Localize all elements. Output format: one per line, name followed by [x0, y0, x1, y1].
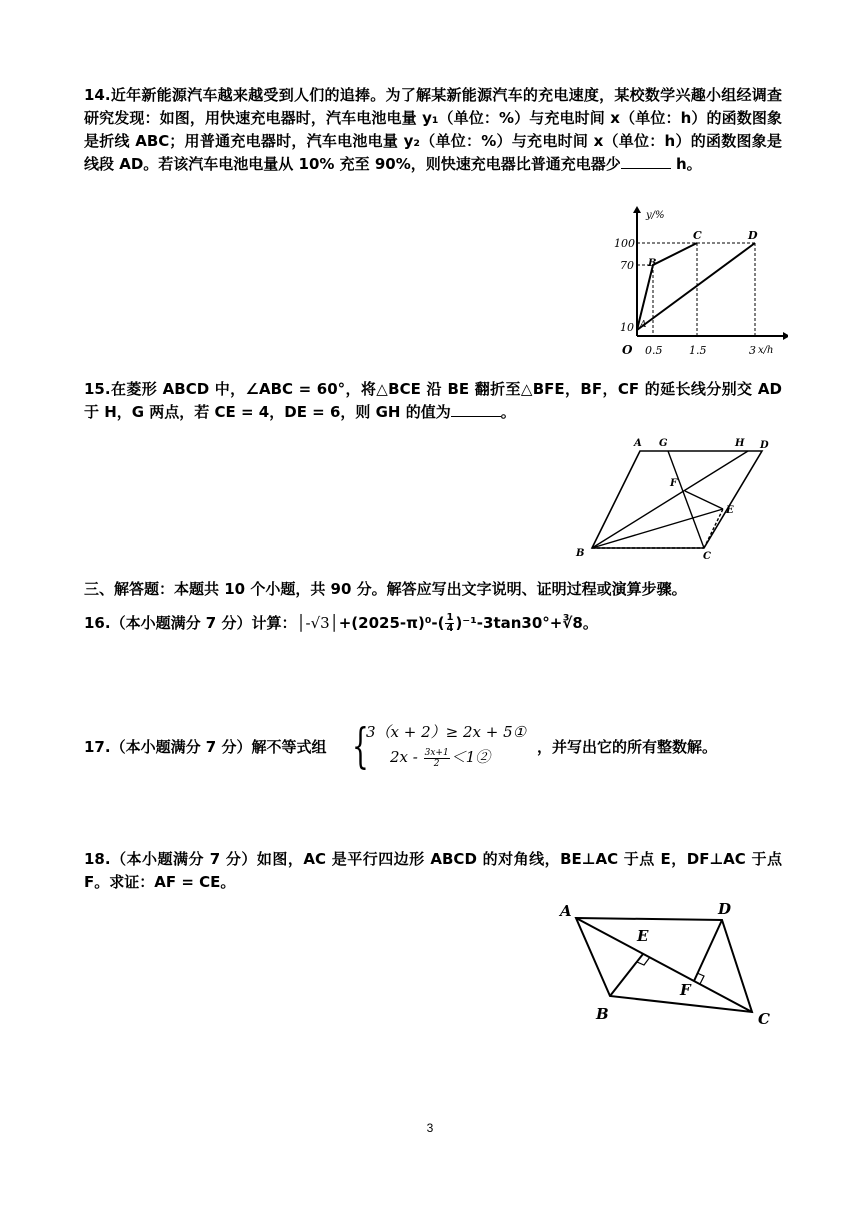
- rhombus-point-H: H: [735, 438, 745, 449]
- answer-blank-15[interactable]: [451, 402, 501, 417]
- question-18: [84, 848, 782, 894]
- y-tick-100: 100: [614, 237, 635, 250]
- question-17-suffix: ，并写出它的所有整数解。: [537, 738, 718, 756]
- point-D-label: D: [748, 229, 758, 242]
- rhombus-point-D: D: [760, 440, 769, 451]
- point-B-label: B: [648, 258, 657, 269]
- fraction-one-quarter: $\frac{1}{4}$: [446, 612, 454, 634]
- normal-charge-line-AD: [637, 243, 755, 330]
- para-point-B: B: [596, 1005, 609, 1023]
- question-14-tail: h。: [670, 155, 702, 173]
- page-number: 3: [426, 1121, 434, 1135]
- x-tick-1.5: 1.5: [689, 344, 707, 357]
- x-axis-arrow: [783, 332, 788, 340]
- question-14-text: 14.近年新能源汽车越来越受到人们的追捧。为了解某新能源汽车的充电速度，某校数学兴趣小组经调查研究发现：如图，用快速充电器时，汽车电池电量 y₁（单位：%）与充电时间 x（单位：h）的函数图象是折线 ABC；用普通充电器时，汽车电池电量 y₂（单位：%）与充电时间 x（单位：h）的函数图象是线段 AD。若该汽车电池电量从 10% 充至 90%，则快速充电器比普通充电器少: [84, 86, 782, 173]
- fast-charge-line-ABC: [637, 243, 697, 330]
- question-18-text: 18.（本小题满分 7 分）如图，AC 是平行四边形 ABCD 的对角线，BE⊥AC 于点 E，DF⊥AC 于点 F。求证：AF = CE。: [84, 850, 782, 891]
- inequality-2: 2x - $\frac{3x+1}{2}$ ＜1②: [390, 747, 491, 769]
- section-3-text: 三、解答题：本题共 10 个小题，共 90 分。解答应写出文字说明、证明过程或演算步骤。: [84, 580, 687, 598]
- y-axis-arrow: [633, 206, 641, 213]
- system-brace: {: [352, 718, 369, 774]
- inequality-1: 3（x + 2）≥ 2x + 5①: [366, 723, 527, 741]
- y-tick-70: 70: [620, 259, 634, 272]
- para-point-F: F: [680, 981, 691, 999]
- rhombus-point-F: F: [670, 478, 678, 489]
- question-17-prefix: 17.（本小题满分 7 分）解不等式组: [84, 738, 327, 756]
- rhombus-point-G: G: [659, 438, 668, 449]
- y-tick-10: 10: [620, 321, 634, 334]
- segment-BE: [610, 954, 643, 996]
- x-axis-label: x/h: [758, 345, 774, 356]
- question-16-prefix: 16.（本小题满分 7 分）计算：: [84, 614, 297, 632]
- x-tick-0.5: 0.5: [645, 344, 663, 357]
- rhombus-point-C: C: [703, 551, 711, 562]
- rhombus-ABCD: [592, 451, 762, 548]
- rhombus-point-E: E: [726, 505, 734, 516]
- segment-DF: [694, 920, 722, 981]
- question-15-text: 15.在菱形 ABCD 中，∠ABC = 60°，将△BCE 沿 BE 翻折至△BFE，BF，CF 的延长线分别交 AD 于 H，G 两点，若 CE = 4，DE = 6，则 GH 的值为: [84, 380, 782, 421]
- rhombus-point-B: B: [576, 548, 585, 559]
- rhombus-figure: [572, 434, 782, 564]
- section-3-heading: [84, 578, 784, 601]
- rhombus-point-A: A: [634, 438, 642, 449]
- origin-label: O: [622, 343, 633, 357]
- answer-blank-14[interactable]: [621, 154, 671, 169]
- point-A-label: A: [640, 320, 647, 330]
- abs-sqrt3: │-√3│: [296, 614, 339, 632]
- fraction-3x-plus-1-over-2: $\frac{3x+1}{2}$: [424, 747, 449, 769]
- para-point-D: D: [718, 900, 732, 918]
- para-point-A: A: [560, 902, 572, 920]
- para-point-E: E: [637, 927, 649, 945]
- parallelogram-figure: [552, 896, 782, 1031]
- question-17-suffix-wrap: [537, 736, 797, 759]
- x-tick-3: 3: [749, 344, 756, 357]
- point-C-label: C: [693, 229, 702, 242]
- inequality-system: [366, 720, 526, 770]
- charging-graph-figure: [608, 204, 788, 369]
- question-16: [84, 612, 782, 635]
- para-point-C: C: [758, 1010, 770, 1028]
- y-axis-label: y/%: [646, 210, 665, 221]
- question-14: [84, 84, 782, 176]
- question-15-tail: 。: [500, 403, 516, 421]
- question-16-part1: +(2025-π)⁰-(: [338, 614, 445, 632]
- question-16-part2: )⁻¹-3tan30°+∛8。: [455, 614, 598, 632]
- question-15: [84, 378, 782, 424]
